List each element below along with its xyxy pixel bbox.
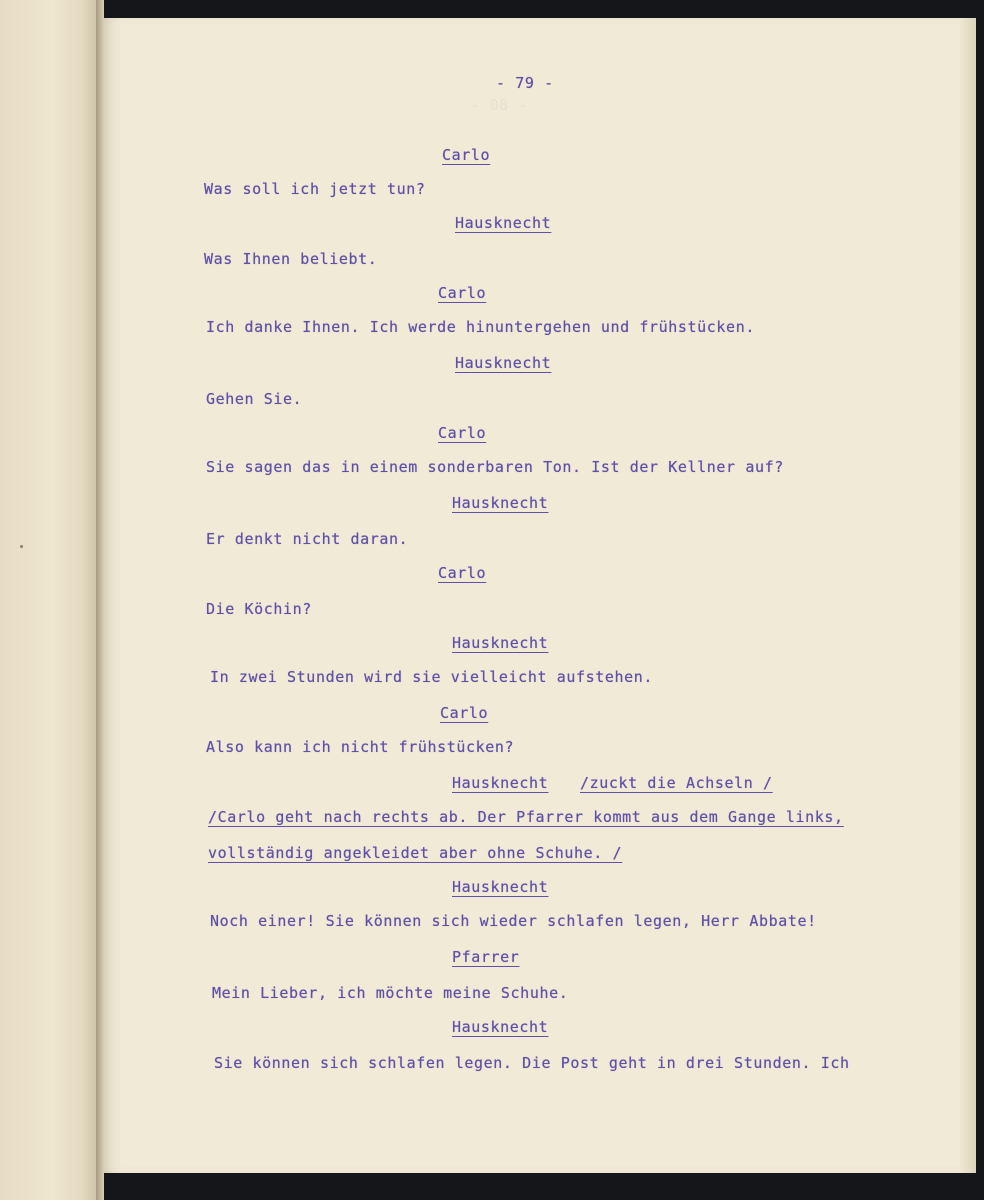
dialogue-line: In zwei Stunden wird sie vielleicht aufstehen. (210, 668, 654, 686)
speaker-heading: Hausknecht (452, 494, 549, 512)
dialogue-line: Er denkt nicht daran. (206, 530, 409, 548)
dialogue-line: Mein Lieber, ich möchte meine Schuhe. (212, 984, 569, 1002)
speaker-heading: Carlo (438, 564, 487, 582)
stage-direction: /Carlo geht nach rechts ab. Der Pfarrer kommt aus dem Gange links, (208, 808, 844, 826)
dialogue-line: Sie sagen das in einem sonderbaren Ton. Ist der Kellner auf? (206, 458, 784, 476)
speaker-heading: Hausknecht (455, 354, 552, 372)
stage-direction: /zuckt die Achseln / (580, 774, 773, 792)
speaker-heading: Carlo (442, 146, 491, 164)
dialogue-line: Also kann ich nicht frühstücken? (206, 738, 515, 756)
speaker-heading: Hausknecht (452, 774, 549, 792)
dialogue-line: Die Köchin? (206, 600, 312, 618)
book-gutter (96, 0, 104, 1200)
dialogue-line: Ich danke Ihnen. Ich werde hinuntergehen und frühstücken. (206, 318, 755, 336)
speaker-heading: Hausknecht (452, 878, 549, 896)
speaker-heading: Hausknecht (452, 634, 549, 652)
speaker-heading: Hausknecht (455, 214, 552, 232)
speaker-heading: Carlo (440, 704, 489, 722)
dialogue-line: Was soll ich jetzt tun? (204, 180, 426, 198)
speaker-heading: Carlo (438, 284, 487, 302)
speaker-heading: Carlo (438, 424, 487, 442)
dialogue-line: Sie können sich schlafen legen. Die Post geht in drei Stunden. Ich (214, 1054, 850, 1072)
page-number: - 79 - (496, 74, 554, 92)
dialogue-line: Gehen Sie. (206, 390, 303, 408)
stage-direction: vollständig angekleidet aber ohne Schuhe. / (208, 844, 623, 862)
dialogue-line: Was Ihnen beliebt. (204, 250, 378, 268)
speaker-heading: Pfarrer (452, 948, 520, 966)
speaker-heading: Hausknecht (452, 1018, 549, 1036)
dialogue-line: Noch einer! Sie können sich wieder schlafen legen, Herr Abbate! (210, 912, 817, 930)
page-edge (960, 18, 976, 1173)
left-page-margin (0, 0, 96, 1200)
